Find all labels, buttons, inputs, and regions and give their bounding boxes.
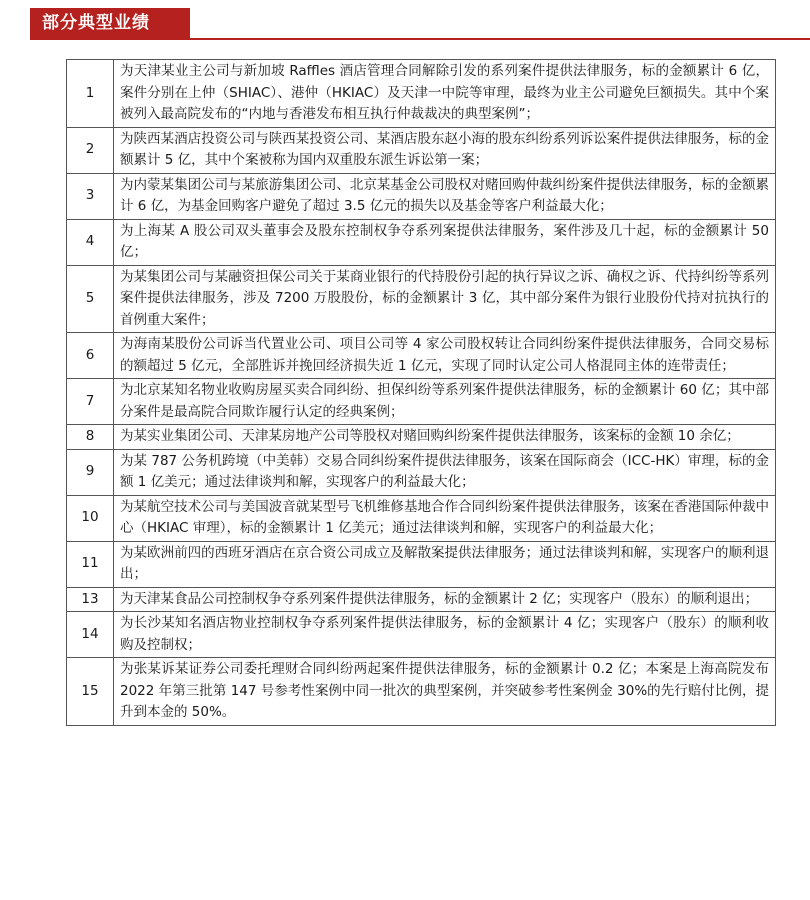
table-row (67, 60, 776, 128)
table-row (67, 219, 776, 265)
table-row (67, 379, 776, 425)
case-description: 为上海某 A 股公司双头董事会及股东控制权争夺系列案提供法律服务，案件涉及几十起，标的金额累计 50 亿； (114, 219, 776, 265)
table-row (67, 495, 776, 541)
table-row (67, 425, 776, 450)
case-description: 为某欧洲前四的西班牙酒店在京合资公司成立及解散案提供法律服务；通过法律谈判和解，实现客户的顺利退出； (114, 541, 776, 587)
case-description: 为长沙某知名酒店物业控制权争夺系列案件提供法律服务，标的金额累计 4 亿；实现客户（股东）的顺利收购及控制权； (114, 612, 776, 658)
case-description: 为北京某知名物业收购房屋买卖合同纠纷、担保纠纷等系列案件提供法律服务，标的金额累计 60 亿；其中部分案件是最高院合同欺诈履行认定的经典案例； (114, 379, 776, 425)
case-description: 为陕西某酒店投资公司与陕西某投资公司、某酒店股东赵小海的股东纠纷系列诉讼案件提供法律服务，标的金额累计 5 亿，其中个案被称为国内双重股东派生诉讼第一案； (114, 127, 776, 173)
table-row (67, 127, 776, 173)
case-description: 为张某诉某证券公司委托理财合同纠纷两起案件提供法律服务，标的金额累计 0.2 亿；本案是上海高院发布 2022 年第三批第 147 号参考性案例中同一批次的典型案例，并突破参考性案例金 30%的先行赔付比例，提升到本金的 50%。 (114, 658, 776, 726)
case-description: 为某航空技术公司与美国波音就某型号飞机维修基地合作合同纠纷案件提供法律服务，该案在香港国际仲裁中心（HKIAC 审理），标的金额累计 1 亿美元；通过法律谈判和解，实现客户的利益最大化； (114, 495, 776, 541)
table-row (67, 173, 776, 219)
cases-table-body (67, 60, 776, 726)
table-row (67, 658, 776, 726)
case-number: 2 (67, 127, 114, 173)
case-description: 为天津某业主公司与新加坡 Raffles 酒店管理合同解除引发的系列案件提供法律服务，标的金额累计 6 亿，案件分别在上仲（SHIAC）、港仲（HKIAC）及天津一中院等审理，最终为业主公司避免巨额损失。其中个案被列入最高院发布的“内地与香港发布相互执行仲裁裁决的典型案例”； (114, 60, 776, 128)
table-row (67, 265, 776, 333)
case-number: 7 (67, 379, 114, 425)
case-number: 15 (67, 658, 114, 726)
case-description: 为某集团公司与某融资担保公司关于某商业银行的代持股份引起的执行异议之诉、确权之诉、代持纠纷等系列案件提供法律服务，涉及 7200 万股股份，标的金额累计 3 亿，其中部分案件为银行业股份代持对抗执行的首例重大案件； (114, 265, 776, 333)
table-row (67, 449, 776, 495)
table-row (67, 612, 776, 658)
table-row (67, 333, 776, 379)
case-number: 6 (67, 333, 114, 379)
case-description: 为内蒙某集团公司与某旅游集团公司、北京某基金公司股权对赌回购仲裁纠纷案件提供法律服务，标的金额累计 6 亿，为基金回购客户避免了超过 3.5 亿元的损失以及基金等客户利益最大化； (114, 173, 776, 219)
case-description: 为海南某股份公司诉当代置业公司、项目公司等 4 家公司股权转让合同纠纷案件提供法律服务，合同交易标的额超过 5 亿元，全部胜诉并挽回经济损失近 1 亿元，实现了同时认定公司人格混同主体的连带责任； (114, 333, 776, 379)
cases-table (66, 59, 776, 726)
table-row (67, 541, 776, 587)
case-number: 13 (67, 587, 114, 612)
section-title: 部分典型业绩 (30, 8, 190, 38)
case-number: 10 (67, 495, 114, 541)
case-number: 5 (67, 265, 114, 333)
section-header (0, 8, 810, 42)
case-number: 1 (67, 60, 114, 128)
case-number: 14 (67, 612, 114, 658)
case-number: 4 (67, 219, 114, 265)
case-description: 为天津某食品公司控制权争夺系列案件提供法律服务，标的金额累计 2 亿；实现客户（股东）的顺利退出； (114, 587, 776, 612)
case-description: 为某实业集团公司、天津某房地产公司等股权对赌回购纠纷案件提供法律服务，该案标的金额 10 余亿； (114, 425, 776, 450)
case-number: 11 (67, 541, 114, 587)
case-number: 8 (67, 425, 114, 450)
table-row (67, 587, 776, 612)
case-number: 9 (67, 449, 114, 495)
case-description: 为某 787 公务机跨境（中美韩）交易合同纠纷案件提供法律服务，该案在国际商会（ICC-HK）审理，标的金额 1 亿美元；通过法律谈判和解，实现客户的利益最大化； (114, 449, 776, 495)
header-divider (30, 38, 810, 40)
case-number: 3 (67, 173, 114, 219)
